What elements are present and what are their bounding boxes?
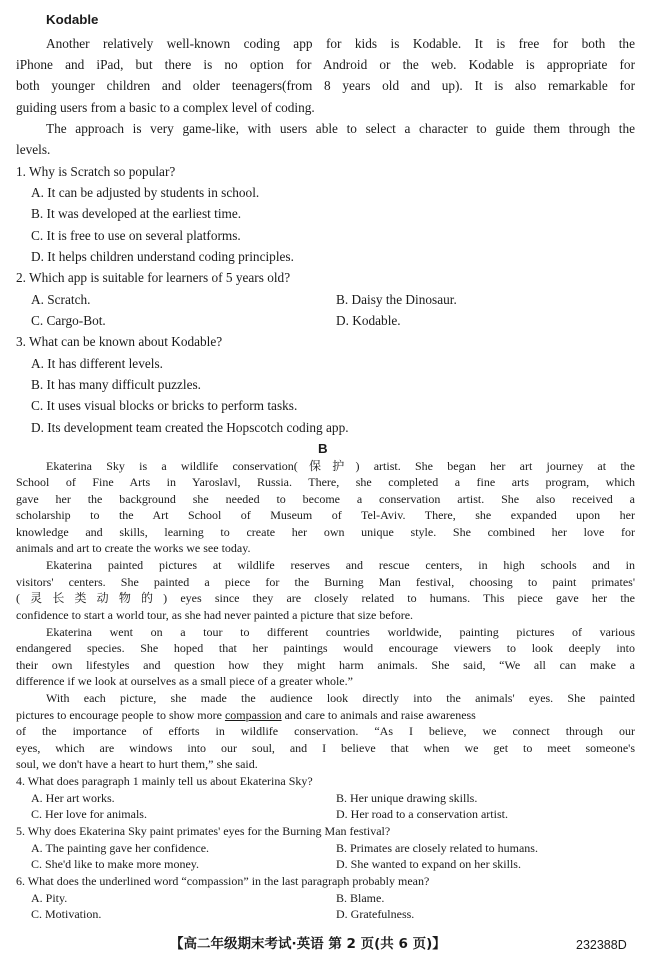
answer-option: B. Blame. [336, 891, 385, 905]
answer-option: A. It can be adjusted by students in school. [31, 185, 260, 200]
passage-line: confidence to start a world tour, as she had never painted a picture that size before. [16, 608, 414, 622]
answer-option: A. Her art works. [31, 791, 115, 805]
page-footer: 【高二年级期末考试·英语 第 2 页(共 6 页)】 [170, 936, 446, 952]
passage-line: eyes, which are windows into our soul, and I believe that when we get to meet someone's [16, 741, 635, 755]
passage-line: With each picture, she made the audience look directly into the animals' eyes. She painted [46, 691, 635, 705]
section-b-label: B [318, 441, 328, 456]
answer-option: D. Kodable. [336, 313, 401, 328]
passage-line: visitors' centers. She painted a piece for the Burning Man festival, choosing to paint primates' [16, 575, 635, 589]
passage-line: guiding users from a basic to a complex level of coding. [16, 100, 315, 115]
answer-option: B. Her unique drawing skills. [336, 791, 478, 805]
passage-line: levels. [16, 142, 51, 157]
answer-option: A. It has different levels. [31, 356, 163, 371]
answer-option: A. The painting gave her confidence. [31, 841, 210, 855]
passage-text: and care to animals and raise awareness [281, 708, 476, 722]
passage-line: knowledge and skills, learning to create her own unique style. She combined her love for [16, 525, 635, 539]
answer-option: B. It was developed at the earliest time. [31, 206, 242, 221]
passage-line: (灵长类动物的) eyes since they are closely related to humans. This piece gave her the [16, 591, 635, 605]
question-stem: 3. What can be known about Kodable? [16, 334, 223, 349]
answer-option: D. Her road to a conservation artist. [336, 807, 508, 821]
paper-code: 232388D [576, 938, 627, 952]
answer-option: A. Scratch. [31, 292, 91, 307]
passage-line: of the importance of efforts in wildlife conservation. “As I believe, we connect through our [16, 724, 635, 738]
passage-line: their own lifestyles and question how they might harm animals. She said, “We all can make a [16, 658, 635, 672]
passage-line: School of Fine Arts in Yaroslavl, Russia. There, she completed a fine arts program, which [16, 475, 635, 489]
answer-option: C. Her love for animals. [31, 807, 147, 821]
answer-option: C. Cargo-Bot. [31, 313, 106, 328]
passage-line: The approach is very game-like, with users able to select a character to guide them through the [46, 121, 635, 136]
question-stem: 4. What does paragraph 1 mainly tell us about Ekaterina Sky? [16, 774, 313, 788]
answer-option: B. Daisy the Dinosaur. [336, 292, 457, 307]
answer-option: B. It has many difficult puzzles. [31, 377, 201, 392]
underlined-word-compassion: compassion [224, 708, 282, 722]
answer-option: D. Gratefulness. [336, 907, 415, 921]
passage-line: Ekaterina Sky is a wildlife conservation(保护) artist. She began her art journey at the [46, 459, 635, 473]
passage-line: Ekaterina painted pictures at wildlife reserves and rescue centers, in high schools and in [46, 558, 635, 572]
passage-line-with-underline [16, 707, 635, 724]
question-stem: 1. Why is Scratch so popular? [16, 164, 176, 179]
answer-option: B. Primates are closely related to humans. [336, 841, 538, 855]
answer-option: C. She'd like to make more money. [31, 857, 200, 871]
answer-option: D. She wanted to expand on her skills. [336, 857, 521, 871]
passage-line: iPhone and iPad, but there is no option for Android or the web. Kodable is appropriate for [16, 57, 635, 72]
question-stem: 6. What does the underlined word “compassion” in the last paragraph probably mean? [16, 874, 430, 888]
passage-line: soul, we don't have a heart to hurt them,” she said. [16, 757, 258, 771]
passage-line: animals and art to create the works we see today. [16, 541, 251, 555]
answer-option: D. It helps children understand coding principles. [31, 249, 294, 264]
answer-option: C. Motivation. [31, 907, 102, 921]
passage-line: difference if we look at ourselves as a small piece of a greater whole.” [16, 674, 353, 688]
question-stem: 2. Which app is suitable for learners of 5 years old? [16, 270, 291, 285]
passage-line: both younger children and older teenagers(from 8 years old and up). It is also remarkable for [16, 78, 635, 93]
passage-line: endangered species. She hoped that her paintings would encourage viewers to look deeply into [16, 641, 635, 655]
kodable-heading: Kodable [46, 12, 99, 27]
passage-line: scholarship to the Art School of Museum of Tel-Aviv. There, she expanded upon her [16, 508, 635, 522]
passage-line: Another relatively well-known coding app for kids is Kodable. It is free for both the [46, 36, 635, 51]
passage-line: Ekaterina went on a tour to different countries worldwide, painting pictures of various [46, 625, 635, 639]
answer-option: C. It uses visual blocks or bricks to perform tasks. [31, 398, 298, 413]
passage-line: gave her the background she needed to become a conservation artist. She also received a [16, 492, 635, 506]
answer-option: A. Pity. [31, 891, 68, 905]
passage-text: pictures to encourage people to show more [16, 708, 225, 722]
answer-option: D. Its development team created the Hopscotch coding app. [31, 420, 349, 435]
question-stem: 5. Why does Ekaterina Sky paint primates' eyes for the Burning Man festival? [16, 824, 391, 838]
answer-option: C. It is free to use on several platforms. [31, 228, 241, 243]
